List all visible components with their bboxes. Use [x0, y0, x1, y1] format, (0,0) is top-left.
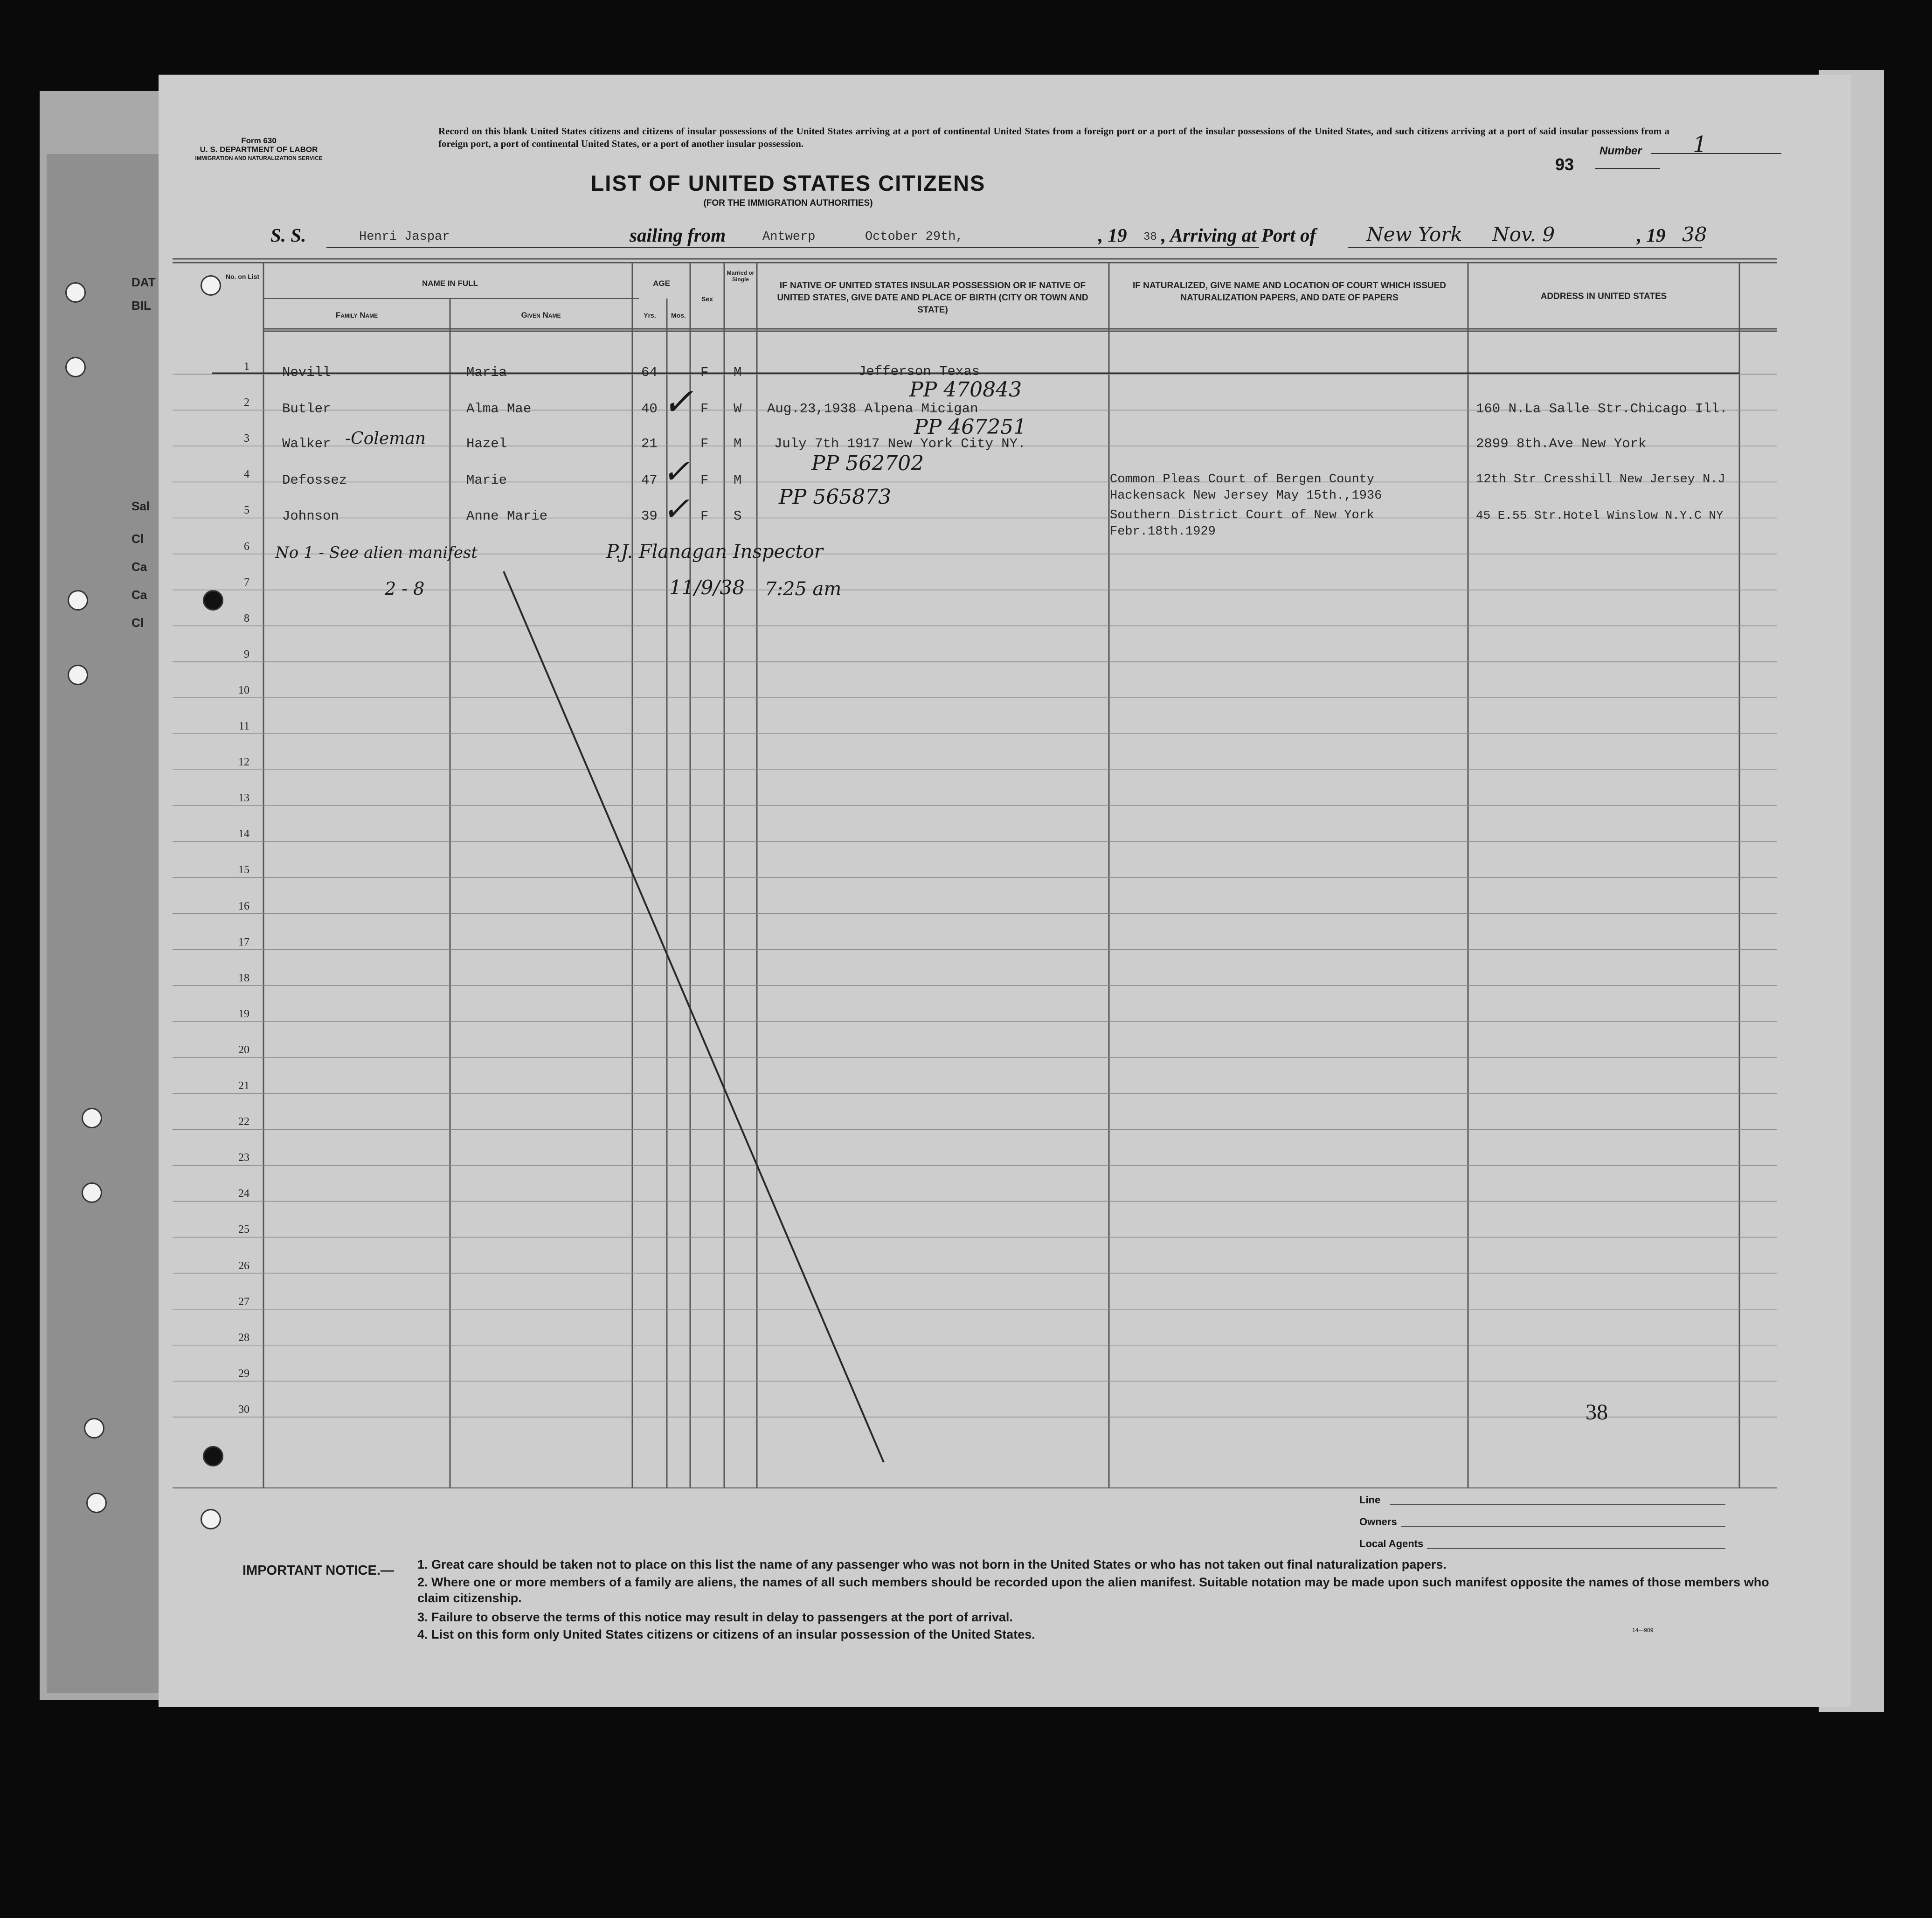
handwritten-page-number: 38	[1586, 1400, 1608, 1425]
row-number: 3	[244, 432, 249, 445]
binder-hole	[82, 1108, 102, 1128]
notice-heading: IMPORTANT NOTICE.—	[242, 1563, 394, 1578]
year-prefix-2: , 19	[1637, 224, 1666, 246]
line-rule	[1390, 1504, 1725, 1505]
given-name: Alma Mae	[466, 401, 532, 417]
handwritten-name-addition: -Coleman	[345, 429, 426, 448]
row-number: 17	[238, 936, 249, 948]
row-number: 24	[238, 1188, 249, 1200]
service-name: IMMIGRATION AND NATURALIZATION SERVICE	[195, 155, 323, 161]
date-to: Nov. 9	[1492, 223, 1555, 246]
print-code: 14—909	[1632, 1627, 1654, 1633]
us-address: 2899 8th.Ave New York	[1476, 436, 1647, 452]
port-to: New York	[1366, 223, 1462, 246]
naturalization-court: Southern District Court of New York	[1110, 508, 1375, 522]
age: 40	[641, 401, 658, 417]
header-mos: Mos.	[671, 312, 686, 319]
row-number: 23	[238, 1152, 249, 1164]
marital-status: W	[734, 401, 742, 417]
row-number: 13	[238, 792, 249, 805]
naturalization-court: Common Pleas Court of Bergen County	[1110, 473, 1375, 486]
header-sex: Sex	[701, 295, 713, 303]
row-number: 22	[238, 1116, 249, 1128]
sex: F	[700, 473, 709, 488]
number-value: 1	[1693, 132, 1707, 158]
binder-hole	[82, 1182, 102, 1203]
age: 64	[641, 365, 658, 380]
given-name: Maria	[466, 365, 507, 380]
family-name: Walker	[282, 436, 331, 452]
binder-hole	[84, 1418, 104, 1438]
us-address: 160 N.La Salle Str.Chicago Ill.	[1476, 401, 1728, 417]
date-from: October 29th,	[865, 230, 963, 244]
marital-status: M	[734, 473, 742, 488]
passport-number: PP 565873	[779, 485, 892, 509]
row-number: 15	[238, 864, 249, 876]
inspection-time: 7:25 am	[765, 578, 842, 600]
department: U. S. DEPARTMENT OF LABOR	[200, 145, 318, 154]
line-label: Line	[1359, 1494, 1381, 1506]
row-number: 27	[238, 1295, 249, 1308]
given-name: Marie	[466, 473, 507, 488]
checkmark: ✓	[662, 452, 690, 491]
ship-name: Henri Jaspar	[359, 230, 450, 244]
passport-number: PP 470843	[909, 378, 1022, 402]
year-to: 38	[1682, 223, 1707, 246]
port-from: Antwerp	[762, 230, 816, 244]
row-number: 4	[244, 468, 249, 481]
binder-hole	[65, 357, 86, 377]
page-ref: 93	[1555, 155, 1574, 174]
header-given-name: Given Name	[521, 311, 561, 320]
number-label: Number	[1600, 145, 1642, 157]
header-yrs: Yrs.	[644, 312, 656, 319]
owners-rule	[1401, 1526, 1725, 1527]
sailing-label: sailing from	[630, 224, 726, 246]
row-number: 26	[238, 1259, 249, 1272]
agents-label: Local Agents	[1359, 1538, 1424, 1550]
row-number: 21	[238, 1080, 249, 1092]
row-number: 9	[244, 648, 249, 660]
family-name: Defossez	[282, 473, 347, 488]
row-number: 20	[238, 1043, 249, 1056]
form-title: LIST OF UNITED STATES CITIZENS	[590, 171, 986, 195]
naturalization-date: Febr.18th.1929	[1110, 525, 1216, 539]
row-number: 19	[238, 1008, 249, 1020]
row-number: 14	[238, 828, 249, 841]
row-number: 2	[244, 396, 249, 409]
inspector-signature: P.J. Flanagan Inspector	[606, 541, 823, 563]
row-number: 6	[244, 540, 249, 553]
notice-4: 4. List on this form only United States citizens or citizens of an insular possession of the United States.	[417, 1627, 1035, 1641]
handwritten-note: No 1 - See alien manifest	[275, 543, 478, 562]
manifest-sheet	[159, 75, 1851, 1707]
passport-number: PP 467251	[914, 415, 1027, 439]
birth-place: Jefferson Texas	[858, 364, 980, 379]
row-number: 18	[238, 972, 249, 984]
binder-hole	[68, 590, 88, 611]
notice-1: 1. Great care should be taken not to place on this list the name of any passenger who was not born in the United States or who has not taken out final naturalization papers.	[417, 1557, 1447, 1571]
age: 39	[641, 508, 658, 524]
underlying-sheet-strip	[47, 154, 159, 1693]
under-text: DAT	[132, 275, 156, 289]
given-name: Anne Marie	[466, 508, 548, 524]
family-name: Nevill	[282, 365, 331, 380]
form-subtitle: (FOR THE IMMIGRATION AUTHORITIES)	[703, 198, 873, 208]
checkmark: ✓	[662, 490, 690, 528]
header-birth: IF NATIVE OF UNITED STATES INSULAR POSSESSION OR IF NATIVE OF UNITED STATES, GIVE DATE AND PLACE OF BIRTH (CITY OR TOWN AND STATE)	[777, 281, 1088, 315]
row-number: 11	[238, 720, 249, 732]
under-text: Ca	[132, 560, 147, 574]
row-number: 1	[244, 361, 249, 373]
year-prefix-1: , 19	[1098, 224, 1127, 246]
birth-place: July 7th 1917 New York City NY.	[774, 436, 1026, 452]
notice-3: 3. Failure to observe the terms of this notice may result in delay to passengers at the port of arrival.	[417, 1610, 1013, 1624]
row-number: 16	[238, 900, 249, 912]
under-text: BIL	[132, 299, 151, 313]
row-number: 12	[238, 756, 249, 769]
header-married-single: Married or Single	[727, 270, 755, 283]
inspection-date: 11/9/38	[669, 576, 745, 599]
birth-place: Aug.23,1938 Alpena Micigan	[767, 401, 978, 417]
agents-rule	[1427, 1548, 1725, 1549]
row-number: 28	[238, 1331, 249, 1344]
header-no-on-list: No. on List	[225, 273, 260, 280]
header-family-name: Family Name	[335, 311, 378, 320]
age: 47	[641, 473, 658, 488]
notice-2: 2. Where one or more members of a family are aliens, the names of all such members should be recorded upon the alien manifest. Suitable notation may be made upon such manifest opposite the names of those members who claim citizenship.	[417, 1575, 1769, 1605]
arriving-label: , Arriving at Port of	[1161, 224, 1316, 246]
header-naturalized: IF NATURALIZED, GIVE NAME AND LOCATION OF COURT WHICH ISSUED NATURALIZATION PAPERS, AND DATE OF PAPERS	[1132, 281, 1446, 303]
passport-number: PP 562702	[811, 452, 924, 475]
age: 21	[641, 436, 658, 452]
row-number: 10	[238, 684, 249, 696]
family-name: Butler	[282, 401, 331, 417]
sex: F	[700, 365, 709, 380]
row-number: 8	[244, 612, 249, 625]
form-number: Form 630	[241, 136, 277, 145]
owners-label: Owners	[1359, 1516, 1397, 1528]
family-name: Johnson	[282, 508, 339, 524]
sex: F	[700, 436, 709, 452]
binder-hole	[68, 665, 88, 685]
row-number: 29	[238, 1367, 249, 1380]
sex: F	[700, 401, 709, 417]
row-number: 30	[238, 1403, 249, 1416]
header-age: AGE	[653, 279, 670, 288]
marital-status: S	[734, 508, 742, 524]
naturalization-date: Hackensack New Jersey May 15th.,1936	[1110, 489, 1382, 503]
us-address: 45 E.55 Str.Hotel Winslow N.Y.C NY	[1476, 508, 1724, 522]
checkmark: ✓	[662, 380, 694, 424]
row-number: 5	[244, 504, 249, 517]
header-address: ADDRESS IN UNITED STATES	[1540, 292, 1667, 301]
row-number: 7	[244, 576, 249, 589]
cancel-diagonal	[504, 571, 884, 1462]
under-text: Ca	[132, 588, 147, 602]
binder-hole	[86, 1493, 107, 1513]
form-instructions: Record on this blank United States citizens and citizens of insular possessions of the United States arriving at a port of continental United States from a foreign port or a port of the insular possessions of the United States, and such citizens arriving at a port of said insular possessions from a foreign port, a port of continental United States, or a port of another insular possession.	[438, 125, 1669, 149]
given-name: Hazel	[466, 436, 507, 452]
year-from: 38	[1143, 231, 1157, 243]
ss-label: S. S.	[270, 224, 306, 246]
row-number: 25	[238, 1223, 249, 1236]
marital-status: M	[734, 436, 742, 452]
marital-status: M	[734, 365, 742, 380]
under-text: Cl	[132, 616, 144, 630]
binder-hole	[65, 282, 86, 303]
us-address: 12th Str Cresshill New Jersey N.J	[1476, 473, 1725, 486]
under-text: Cl	[132, 532, 144, 546]
handwritten-note: 2 - 8	[385, 578, 425, 599]
under-text: Sal	[132, 499, 150, 513]
sex: F	[700, 508, 709, 524]
header-name-in-full: NAME IN FULL	[422, 279, 478, 288]
